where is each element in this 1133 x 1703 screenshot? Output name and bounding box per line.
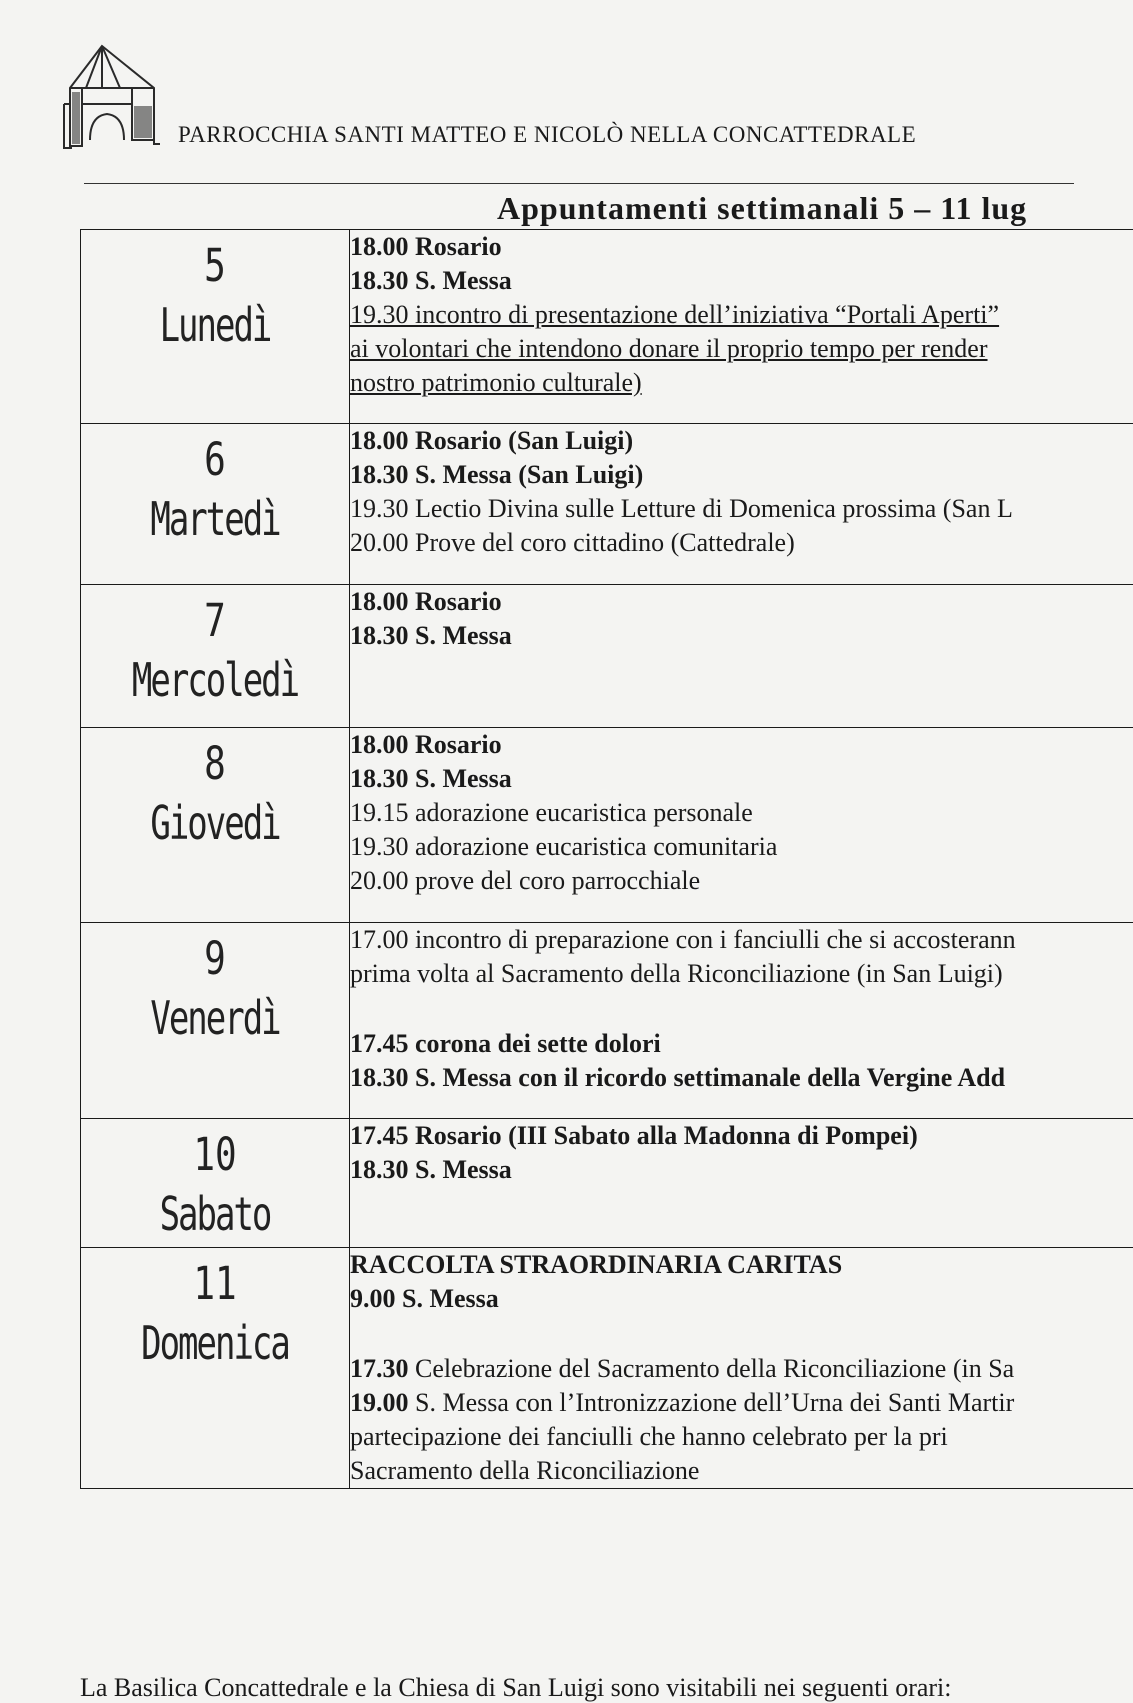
event-spacer — [350, 991, 1133, 1027]
schedule-row — [81, 230, 1133, 424]
event-line: 20.00 Prove del coro cittadino (Cattedrale) — [350, 526, 1133, 560]
event-line: ai volontari che intendono donare il proprio tempo per render — [350, 332, 1133, 366]
events-cell — [350, 585, 1133, 728]
event-line: 19.30 Lectio Divina sulle Letture di Domenica prossima (San L — [350, 492, 1133, 526]
event-spacer — [350, 1316, 1133, 1352]
day-number: 5 — [81, 233, 349, 301]
events-cell — [350, 424, 1133, 585]
schedule-row — [81, 923, 1133, 1119]
day-cell — [81, 585, 350, 728]
day-name: Lunedì — [81, 283, 349, 369]
events-cell — [350, 923, 1133, 1119]
event-line: nostro patrimonio culturale) — [350, 366, 1133, 400]
schedule-row — [81, 1248, 1133, 1489]
events-cell — [350, 230, 1133, 424]
event-line: 18.00 Rosario (San Luigi) — [350, 424, 1133, 458]
schedule-row — [81, 424, 1133, 585]
event-line: 20.00 prove del coro parrocchiale — [350, 864, 1133, 898]
day-name: Giovedì — [81, 781, 349, 867]
parish-name: PARROCCHIA SANTI MATTEO E NICOLÒ NELLA CONCATTEDRALE — [178, 122, 916, 148]
event-line — [350, 1352, 1133, 1386]
events-cell — [350, 1248, 1133, 1489]
day-number: 9 — [81, 926, 349, 994]
day-name: Venerdì — [81, 976, 349, 1062]
event-description: Celebrazione del Sacramento della Riconciliazione (in Sa — [409, 1354, 1015, 1383]
event-time: 19.00 — [350, 1388, 409, 1417]
event-description: S. Messa con l’Intronizzazione dell’Urna dei Santi Martir — [409, 1388, 1015, 1417]
event-line: 18.30 S. Messa con il ricordo settimanale della Vergine Add — [350, 1061, 1133, 1095]
day-name: Domenica — [81, 1301, 349, 1387]
weekly-schedule-table — [80, 229, 1133, 1489]
schedule-row — [81, 585, 1133, 728]
day-name: Martedì — [81, 477, 349, 563]
visiting-hours-note: La Basilica Concattedrale e la Chiesa di San Luigi sono visitabili nei seguenti orari: — [80, 1673, 952, 1703]
day-name: Sabato — [81, 1172, 349, 1248]
event-line: 17.45 corona dei sette dolori — [350, 1027, 1133, 1061]
event-line: 18.30 S. Messa — [350, 1153, 1133, 1187]
event-line: Sacramento della Riconciliazione — [350, 1454, 1133, 1488]
event-line: 17.00 incontro di preparazione con i fanciulli che si accosterann — [350, 923, 1133, 957]
day-cell — [81, 1119, 350, 1248]
day-number: 6 — [81, 427, 349, 495]
event-line: prima volta al Sacramento della Riconciliazione (in San Luigi) — [350, 957, 1133, 991]
schedule-row — [81, 728, 1133, 923]
day-cell — [81, 1248, 350, 1489]
event-line: 19.30 adorazione eucaristica comunitaria — [350, 830, 1133, 864]
day-number: 7 — [81, 588, 349, 656]
day-number: 8 — [81, 731, 349, 799]
event-time: 17.30 — [350, 1354, 409, 1383]
event-line — [350, 1386, 1133, 1420]
event-line: 19.15 adorazione eucaristica personale — [350, 796, 1133, 830]
events-cell — [350, 1119, 1133, 1248]
events-cell — [350, 728, 1133, 923]
day-name: Mercoledì — [81, 638, 349, 724]
event-line: 19.30 incontro di presentazione dell’iniziativa “Portali Aperti” — [350, 298, 1133, 332]
event-line: 9.00 S. Messa — [350, 1282, 1133, 1316]
church-logo-icon — [62, 44, 168, 152]
day-cell — [81, 728, 350, 923]
schedule-row — [81, 1119, 1133, 1248]
header-divider — [84, 183, 1074, 184]
event-line: 18.00 Rosario — [350, 585, 1133, 619]
event-line: 18.00 Rosario — [350, 728, 1133, 762]
event-line: 18.00 Rosario — [350, 230, 1133, 264]
day-cell — [81, 230, 350, 424]
event-line: RACCOLTA STRAORDINARIA CARITAS — [350, 1248, 1133, 1282]
event-line: 18.30 S. Messa — [350, 619, 1133, 653]
day-number: 11 — [81, 1251, 349, 1319]
event-line: partecipazione dei fanciulli che hanno celebrato per la pri — [350, 1420, 1133, 1454]
event-line: 17.45 Rosario (III Sabato alla Madonna di Pompei) — [350, 1119, 1133, 1153]
day-cell — [81, 923, 350, 1119]
page-title: Appuntamenti settimanali 5 – 11 lug — [497, 190, 1027, 227]
event-line: 18.30 S. Messa (San Luigi) — [350, 458, 1133, 492]
event-line: 18.30 S. Messa — [350, 762, 1133, 796]
day-cell — [81, 424, 350, 585]
event-line: 18.30 S. Messa — [350, 264, 1133, 298]
day-number: 10 — [81, 1122, 349, 1190]
